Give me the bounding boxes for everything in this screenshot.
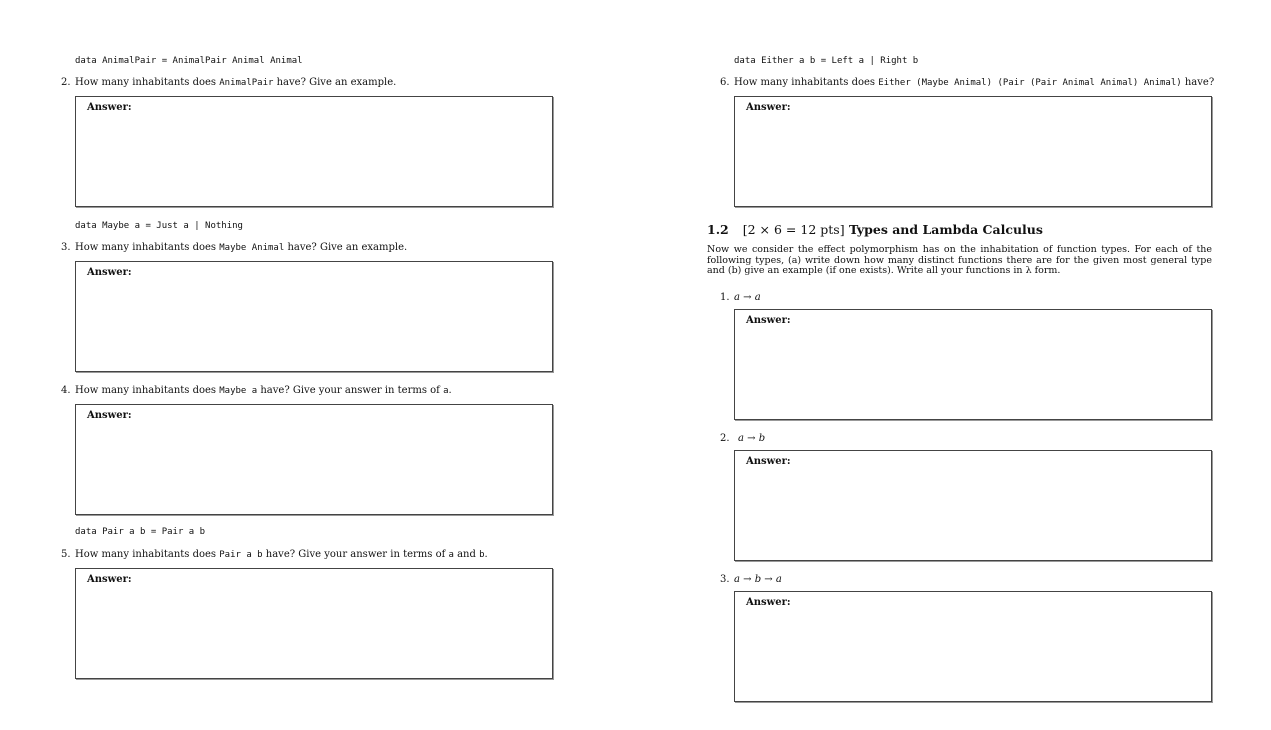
question-code: b — [479, 550, 485, 560]
question-text: How many inhabitants does — [75, 385, 220, 396]
question-3 — [61, 242, 408, 253]
type-expression: a → a — [734, 292, 761, 303]
code-maybe: data Maybe a = Just a | Nothing — [75, 221, 243, 231]
type-1 — [720, 292, 761, 303]
answer-box-q3[interactable] — [75, 261, 553, 372]
question-4 — [61, 385, 452, 396]
question-code: AnimalPair — [219, 78, 274, 88]
answer-label: Answer: — [87, 574, 132, 585]
section-heading — [707, 222, 1043, 237]
answer-box-q5[interactable] — [75, 568, 553, 679]
answer-label: Answer: — [746, 315, 791, 326]
question-code: Maybe Animal — [219, 243, 285, 253]
question-code: Either (Maybe Animal) (Pair (Pair Animal Animal) Animal) — [878, 78, 1182, 88]
question-code: a — [448, 550, 454, 560]
question-text: have? — [1181, 77, 1215, 88]
answer-box-q6[interactable] — [734, 96, 1212, 207]
code-animal-pair: data AnimalPair = AnimalPair Animal Animal — [75, 56, 303, 66]
question-number: 1. — [720, 292, 730, 303]
question-number: 5. — [61, 549, 71, 560]
section-points: [2 × 6 = 12 pts] — [742, 222, 845, 237]
question-text: How many inhabitants does — [75, 242, 220, 253]
question-text: have? Give your answer in terms of — [262, 549, 449, 560]
question-code: Maybe a — [219, 386, 258, 396]
answer-label: Answer: — [746, 597, 791, 608]
answer-label: Answer: — [87, 410, 132, 421]
question-6 — [720, 77, 1215, 88]
type-expression: a → b — [738, 433, 766, 444]
answer-box-q4[interactable] — [75, 404, 553, 515]
section-intro: Now we consider the effect polymorphism has on the inhabitation of function types. For each of the following types, (a) write down how many distinct functions there are for the given most general type and (b) give an example (if one exists). Write all your functions in λ form. — [707, 244, 1212, 276]
section-title: Types and Lambda Calculus — [848, 222, 1043, 237]
question-number: 2. — [61, 77, 71, 88]
code-either: data Either a b = Left a | Right b — [734, 56, 919, 66]
answer-label: Answer: — [87, 102, 132, 113]
question-number: 3. — [61, 242, 71, 253]
question-code: a — [443, 386, 449, 396]
type-2 — [720, 433, 766, 444]
code-pair: data Pair a b = Pair a b — [75, 527, 206, 537]
question-2 — [61, 77, 397, 88]
question-5 — [61, 549, 488, 560]
question-number: 3. — [720, 574, 730, 585]
answer-label: Answer: — [746, 456, 791, 467]
answer-label: Answer: — [87, 267, 132, 278]
question-text: How many inhabitants does — [734, 77, 879, 88]
question-text: How many inhabitants does — [75, 77, 220, 88]
question-number: 4. — [61, 385, 71, 396]
type-3 — [720, 574, 782, 585]
question-text: have? Give an example. — [273, 77, 397, 88]
answer-box-t3[interactable] — [734, 591, 1212, 702]
question-number: 2. — [720, 433, 730, 444]
answer-label: Answer: — [746, 102, 791, 113]
answer-box-t1[interactable] — [734, 309, 1212, 420]
question-number: 6. — [720, 77, 730, 88]
type-expression: a → b → a — [734, 574, 782, 585]
answer-box-q2[interactable] — [75, 96, 553, 207]
question-text: . — [448, 385, 452, 396]
question-code: Pair a b — [219, 550, 263, 560]
question-text: have? Give your answer in terms of — [257, 385, 444, 396]
question-text: How many inhabitants does — [75, 549, 220, 560]
question-text: and — [453, 549, 480, 560]
section-number: 1.2 — [707, 222, 729, 237]
question-text: . — [484, 549, 488, 560]
answer-box-t2[interactable] — [734, 450, 1212, 561]
question-text: have? Give an example. — [284, 242, 408, 253]
